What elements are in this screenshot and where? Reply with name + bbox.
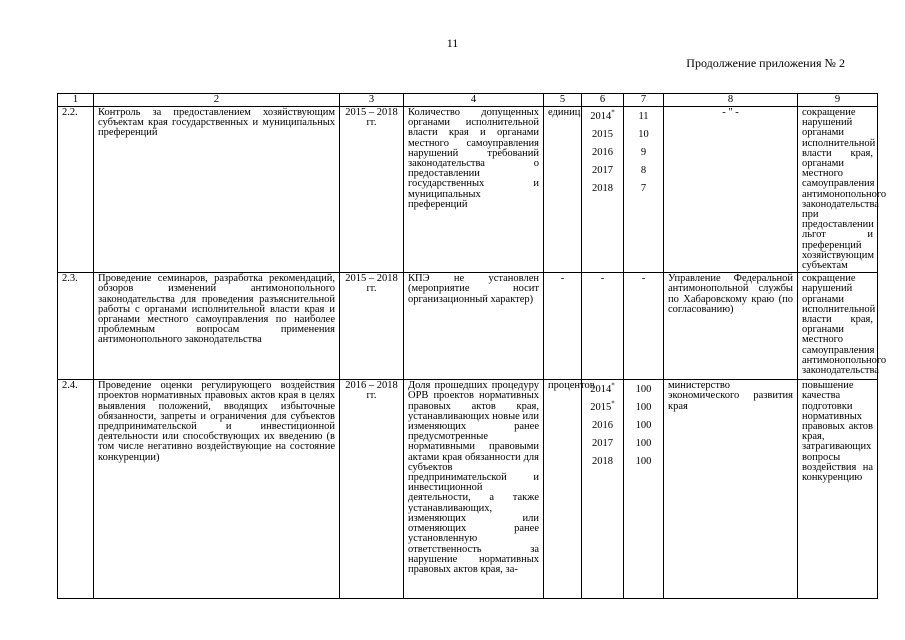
indicator-cell: Количество допущенных органами исполнительной власти края и органами местного самоуправления нарушений требований законодательства о предоставлении государственных и муниципальных преференций [404, 107, 544, 273]
value-item: 100 [635, 456, 652, 468]
year-item: 2015 [592, 129, 613, 140]
values-cell: - [624, 273, 664, 380]
page-number: 11 [446, 36, 459, 50]
header-cell: 4 [404, 94, 544, 107]
values-cell [624, 380, 664, 599]
row-number: 2.4. [58, 380, 94, 599]
year-item: 2018 [592, 183, 613, 194]
row-number: 2.3. [58, 273, 94, 380]
value-item: 7 [640, 183, 647, 194]
value-item: 9 [640, 147, 647, 158]
measure-cell: Контроль за предоставлением хозяйствующим субъектам края государственных и муниципальных преференций [94, 107, 340, 273]
measure-cell: Проведение оценки регулирующего воздействия проектов нормативных правовых актов края в целях выявления положений, вводящих избыточные обязанности, запреты и ограничения для субъектов предпринимательской и инвестиционной деятельности или способствующих их введению (в том числе негативно воздействующие на состояние конкуренции) [94, 380, 340, 599]
period-cell: 2015 – 2018 гг. [340, 107, 404, 273]
indicator-cell: Доля прошедших процедуру ОРВ проектов нормативных правовых актов края, устанавливающих новые или изменяющих ранее предусмотренные нормативными правовыми актами края обязанности для субъектов предпринимательской и инвестиционной деятельности, а также устанавливающих, изменяющих или отменяющих ранее установленную ответственность за нарушение нормативных правовых актов края, за- [404, 380, 544, 599]
header-cell: 7 [624, 94, 664, 107]
executor-cell: - " - [664, 107, 798, 273]
header-cell: 1 [58, 94, 94, 107]
period-cell: 2016 – 2018 гг. [340, 380, 404, 599]
value-item: 100 [635, 384, 652, 396]
table-header-row [58, 94, 878, 107]
year-item: 2017 [592, 165, 613, 176]
row-number: 2.2. [58, 107, 94, 273]
unit-cell: процентов [544, 380, 582, 599]
measure-cell: Проведение семинаров, разработка рекомендаций, обзоров изменений антимонопольного законодательства для проведения разъяснительной работы с органами исполнительной власти края и органами местного самоуправления по наиболее проблемным вопросам применения антимонопольного законодательства [94, 273, 340, 380]
header-cell: 6 [582, 94, 624, 107]
unit-cell: единиц [544, 107, 582, 273]
executor-cell: министерство экономического развития края [664, 380, 798, 599]
executor-cell: Управление Федеральной антимонопольной службы по Хабаровскому краю (по согласованию) [664, 273, 798, 380]
values-cell [624, 107, 664, 273]
indicator-cell: КПЭ не установлен (мероприятие носит организационный характер) [404, 273, 544, 380]
table-row [58, 273, 878, 380]
measures-table [57, 93, 887, 599]
unit-cell: - [544, 273, 582, 380]
years-cell: - [582, 273, 624, 380]
value-item: 100 [635, 420, 652, 432]
value-item: 100 [635, 402, 652, 414]
period-cell: 2015 – 2018 гг. [340, 273, 404, 380]
continuation-caption: Продолжение приложения № 2 [686, 56, 845, 70]
value-item: 8 [640, 165, 647, 176]
header-cell: 8 [664, 94, 798, 107]
year-item: 2016 [592, 147, 613, 158]
header-cell: 5 [544, 94, 582, 107]
year-item: 2017 [592, 438, 613, 450]
year-item: 2015* [590, 399, 615, 414]
year-item: 2014* [590, 108, 615, 122]
value-item: 100 [635, 438, 652, 450]
table-row [58, 107, 878, 273]
header-cell: 2 [94, 94, 340, 107]
value-item: 11 [638, 111, 649, 122]
header-cell: 3 [340, 94, 404, 107]
year-item: 2018 [592, 456, 613, 468]
header-cell: 9 [798, 94, 878, 107]
result-cell: повышение качества подготовки нормативных правовых актов края, затрагивающих вопросы воздействия на конкуренцию [798, 380, 878, 599]
value-item: 10 [638, 129, 649, 140]
result-cell: сокращение нарушений органами исполнительной власти края, органами местного самоуправления антимонопольного законодательства при предоставлении льгот и преференций хозяйствующим субъектам [798, 107, 878, 273]
year-item: 2016 [592, 420, 613, 432]
year-item: 2014* [590, 381, 615, 396]
years-cell [582, 380, 624, 599]
years-cell [582, 107, 624, 273]
result-cell: сокращение нарушений органами исполнительной власти края, органами местного самоуправления антимонопольного законодательства [798, 273, 878, 380]
table-row [58, 380, 878, 599]
